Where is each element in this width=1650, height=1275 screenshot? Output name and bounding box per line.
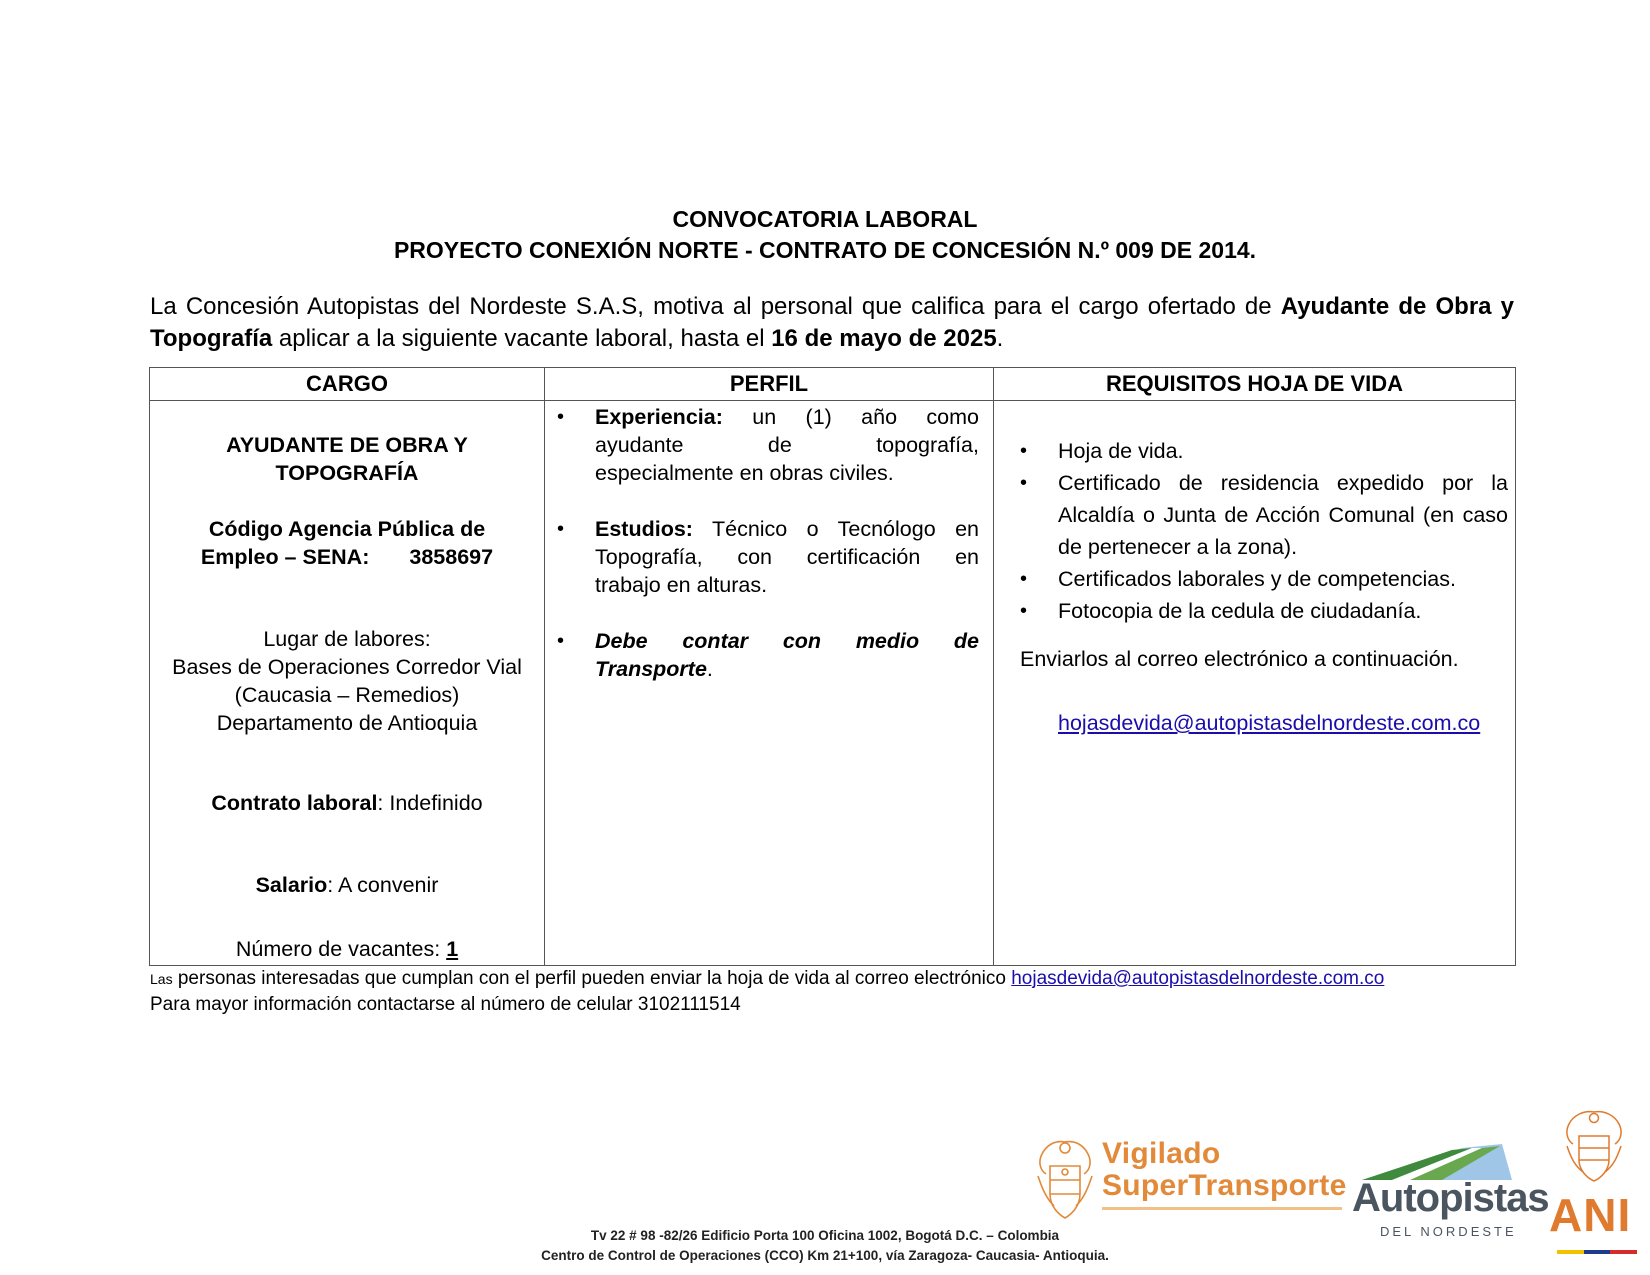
document-title: CONVOCATORIA LABORAL	[672, 206, 978, 232]
list-item: • Fotocopia de la cedula de ciudadanía.	[1020, 595, 1508, 627]
autopistas-logo	[1352, 1140, 1549, 1240]
vacancies-line	[150, 935, 544, 963]
cargo-cell	[150, 401, 545, 966]
header-perfil: PERFIL	[545, 368, 994, 401]
coat-of-arms-icon	[1559, 1108, 1629, 1184]
address-line-2: Centro de Control de Operaciones (CCO) Km 21+100, vía Zaragoza- Caucasia- Antioquia.	[541, 1248, 1109, 1263]
send-instruction: Enviarlos al correo electrónico a continuación.	[1020, 647, 1459, 671]
bullet-icon: •	[557, 518, 565, 540]
supertransporte-text: SuperTransporte	[1102, 1169, 1347, 1202]
sena-code-value: 3858697	[409, 545, 494, 569]
footer-email-link[interactable]: hojasdevida@autopistasdelnordeste.com.co	[1011, 968, 1385, 989]
perfil-cell	[545, 401, 994, 966]
transport-line2: Transporte	[595, 657, 707, 681]
exp-line2: ayudante de topografía,	[595, 433, 979, 457]
salary-value: : A convenir	[327, 873, 439, 897]
ani-text: ANI	[1549, 1189, 1632, 1241]
exp-line1: un (1) año como	[722, 405, 979, 429]
requisitos-list	[1020, 435, 1508, 739]
sena-code-label-2: Empleo – SENA:	[200, 545, 370, 569]
header-requisitos: REQUISITOS HOJA DE VIDA	[994, 368, 1516, 401]
place-line-3: Departamento de Antioquia	[216, 711, 478, 735]
cargo-title-2: TOPOGRAFÍA	[275, 461, 419, 485]
intro-part2: aplicar a la siguiente vacante laboral, hasta el	[272, 325, 772, 352]
est-label: Estudios:	[595, 517, 693, 541]
autopistas-text: Autopistas	[1352, 1176, 1549, 1220]
intro-part1: La Concesión Autopistas del Nordeste S.A.S, motiva al personal que califica para el cargo ofertado de	[150, 293, 1281, 320]
footer-note-las: Las	[150, 971, 173, 987]
intro-position: Ayudante de Obra y Topografía	[150, 293, 1514, 352]
salary-line	[150, 871, 544, 899]
table-row	[150, 401, 1516, 966]
est-line1: Técnico o Tecnólogo en	[692, 517, 979, 541]
table-header-row	[150, 368, 1516, 401]
est-line2: Topografía, con certificación en	[595, 545, 979, 569]
bullet-icon: •	[1020, 472, 1028, 494]
list-item: • Hoja de vida.	[1020, 435, 1508, 467]
cargo-title-1: AYUDANTE DE OBRA Y	[226, 433, 468, 457]
list-item: • Certificado de residencia expedido por la Alcaldía o Junta de Acción Comunal (en caso de pertenecer a la zona).	[1020, 467, 1508, 563]
vacancies-value: 1	[446, 937, 459, 961]
coat-of-arms-icon	[1032, 1136, 1098, 1224]
sena-code-label: Código Agencia Pública de	[208, 517, 486, 541]
place-line-1: Bases de Operaciones Corredor Vial	[172, 655, 522, 679]
vacancies-label: Número de vacantes:	[235, 937, 447, 961]
email-link[interactable]: hojasdevida@autopistasdelnordeste.com.co	[1058, 711, 1481, 735]
contract-line	[150, 789, 544, 817]
footer-note-1	[150, 967, 1384, 991]
bullet-icon: •	[557, 630, 565, 652]
vigilado-text: Vigilado	[1102, 1137, 1221, 1170]
transport-end: .	[706, 657, 713, 681]
exp-label: Experiencia:	[595, 405, 723, 429]
footer-note-text: personas interesadas que cumplan con el perfil pueden enviar la hoja de vida al correo electrónico	[172, 968, 1012, 989]
salary-label: Salario	[255, 873, 328, 897]
bullet-icon: •	[557, 406, 565, 428]
bullet-icon: •	[1020, 600, 1028, 622]
requisitos-cell	[994, 401, 1516, 966]
address-line-1: Tv 22 # 98 -82/26 Edificio Porta 100 Oficina 1002, Bogotá D.C. – Colombia	[590, 1228, 1060, 1243]
contract-value: : Indefinido	[377, 791, 483, 815]
header-cargo: CARGO	[150, 368, 545, 401]
road-icon	[1352, 1140, 1522, 1180]
place-label: Lugar de labores:	[263, 627, 431, 651]
list-item: • Certificados laborales y de competencias.	[1020, 563, 1508, 595]
transport-line1: Debe contar con medio de	[595, 629, 979, 653]
est-line3: trabajo en alturas.	[595, 573, 768, 597]
vacancy-table	[149, 367, 1516, 966]
bullet-icon: •	[1020, 440, 1028, 462]
bullet-icon: •	[1020, 568, 1028, 590]
intro-part3: .	[996, 325, 1004, 352]
place-line-2: (Caucasia – Remedios)	[234, 683, 460, 707]
autopistas-sub-text: DEL NORDESTE	[1380, 1224, 1517, 1239]
intro-paragraph	[150, 291, 1514, 355]
contract-label: Contrato laboral	[211, 791, 378, 815]
sena-code-line	[150, 543, 544, 571]
exp-line3: especialmente en obras civiles.	[595, 461, 894, 485]
document-subtitle: PROYECTO CONEXIÓN NORTE - CONTRATO DE CONCESIÓN N.º 009 DE 2014.	[393, 237, 1257, 263]
intro-deadline: 16 de mayo de 2025	[771, 325, 997, 352]
logo-underline	[1102, 1207, 1342, 1210]
supertransporte-logo	[1032, 1134, 1352, 1229]
footer-note-2: Para mayor información contactarse al número de celular 3102111514	[150, 994, 741, 1015]
